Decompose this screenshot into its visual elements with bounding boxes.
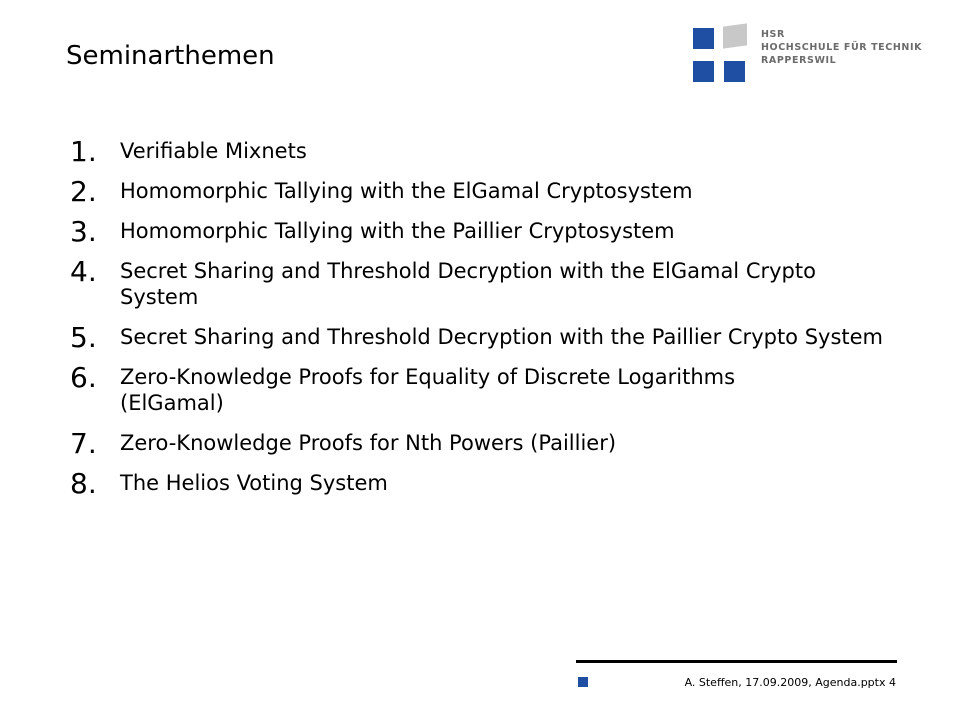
topic-text: Homomorphic Tallying with the ElGamal Cryptosystem — [120, 179, 693, 203]
topic-item-5 — [70, 321, 910, 354]
footer-accent-square — [578, 677, 588, 687]
logo-square-grey-top-right — [723, 23, 747, 48]
seminar-topic-list — [70, 135, 910, 510]
topic-item-1 — [70, 135, 910, 168]
topic-item-2 — [70, 175, 910, 208]
topic-number: 7. — [70, 427, 97, 460]
topic-item-6 — [70, 361, 910, 416]
logo-text — [761, 28, 922, 67]
topic-number: 1. — [70, 135, 97, 168]
topic-number: 6. — [70, 361, 97, 394]
topic-number: 3. — [70, 215, 97, 248]
topic-text: Verifiable Mixnets — [120, 139, 307, 163]
topic-text: Zero-Knowledge Proofs for Equality of Discrete Logarithms (ElGamal) — [120, 365, 736, 415]
footer-divider — [576, 660, 897, 663]
topic-text: Homomorphic Tallying with the Paillier Cryptosystem — [120, 219, 675, 243]
logo-line-hochschule: HOCHSCHULE FÜR TECHNIK — [761, 42, 923, 53]
topic-item-8 — [70, 467, 910, 500]
topic-item-3 — [70, 215, 910, 248]
topic-number: 5. — [70, 321, 97, 354]
topic-text: Secret Sharing and Threshold Decryption with the Paillier Crypto System — [120, 325, 884, 349]
topic-text: Secret Sharing and Threshold Decryption with the ElGamal Crypto System — [120, 259, 816, 309]
logo-line-hsr: HSR — [761, 29, 785, 40]
topic-text: Zero-Knowledge Proofs for Nth Powers (Paillier) — [120, 431, 617, 455]
slide-title: Seminarthemen — [66, 41, 275, 71]
topic-item-4 — [70, 255, 910, 310]
topic-number: 2. — [70, 175, 97, 208]
topic-item-7 — [70, 427, 910, 460]
hsr-logo — [693, 25, 933, 85]
footer-citation: A. Steffen, 17.09.2009, Agenda.pptx 4 — [684, 676, 896, 689]
logo-square-blue-bottom-left — [693, 61, 714, 82]
logo-square-blue-bottom-right — [724, 61, 745, 82]
logo-square-blue-top-left — [693, 28, 714, 49]
topic-number: 8. — [70, 467, 97, 500]
topic-text: The Helios Voting System — [120, 471, 388, 495]
logo-line-rapperswil: RAPPERSWIL — [761, 55, 837, 66]
topic-number: 4. — [70, 255, 97, 288]
